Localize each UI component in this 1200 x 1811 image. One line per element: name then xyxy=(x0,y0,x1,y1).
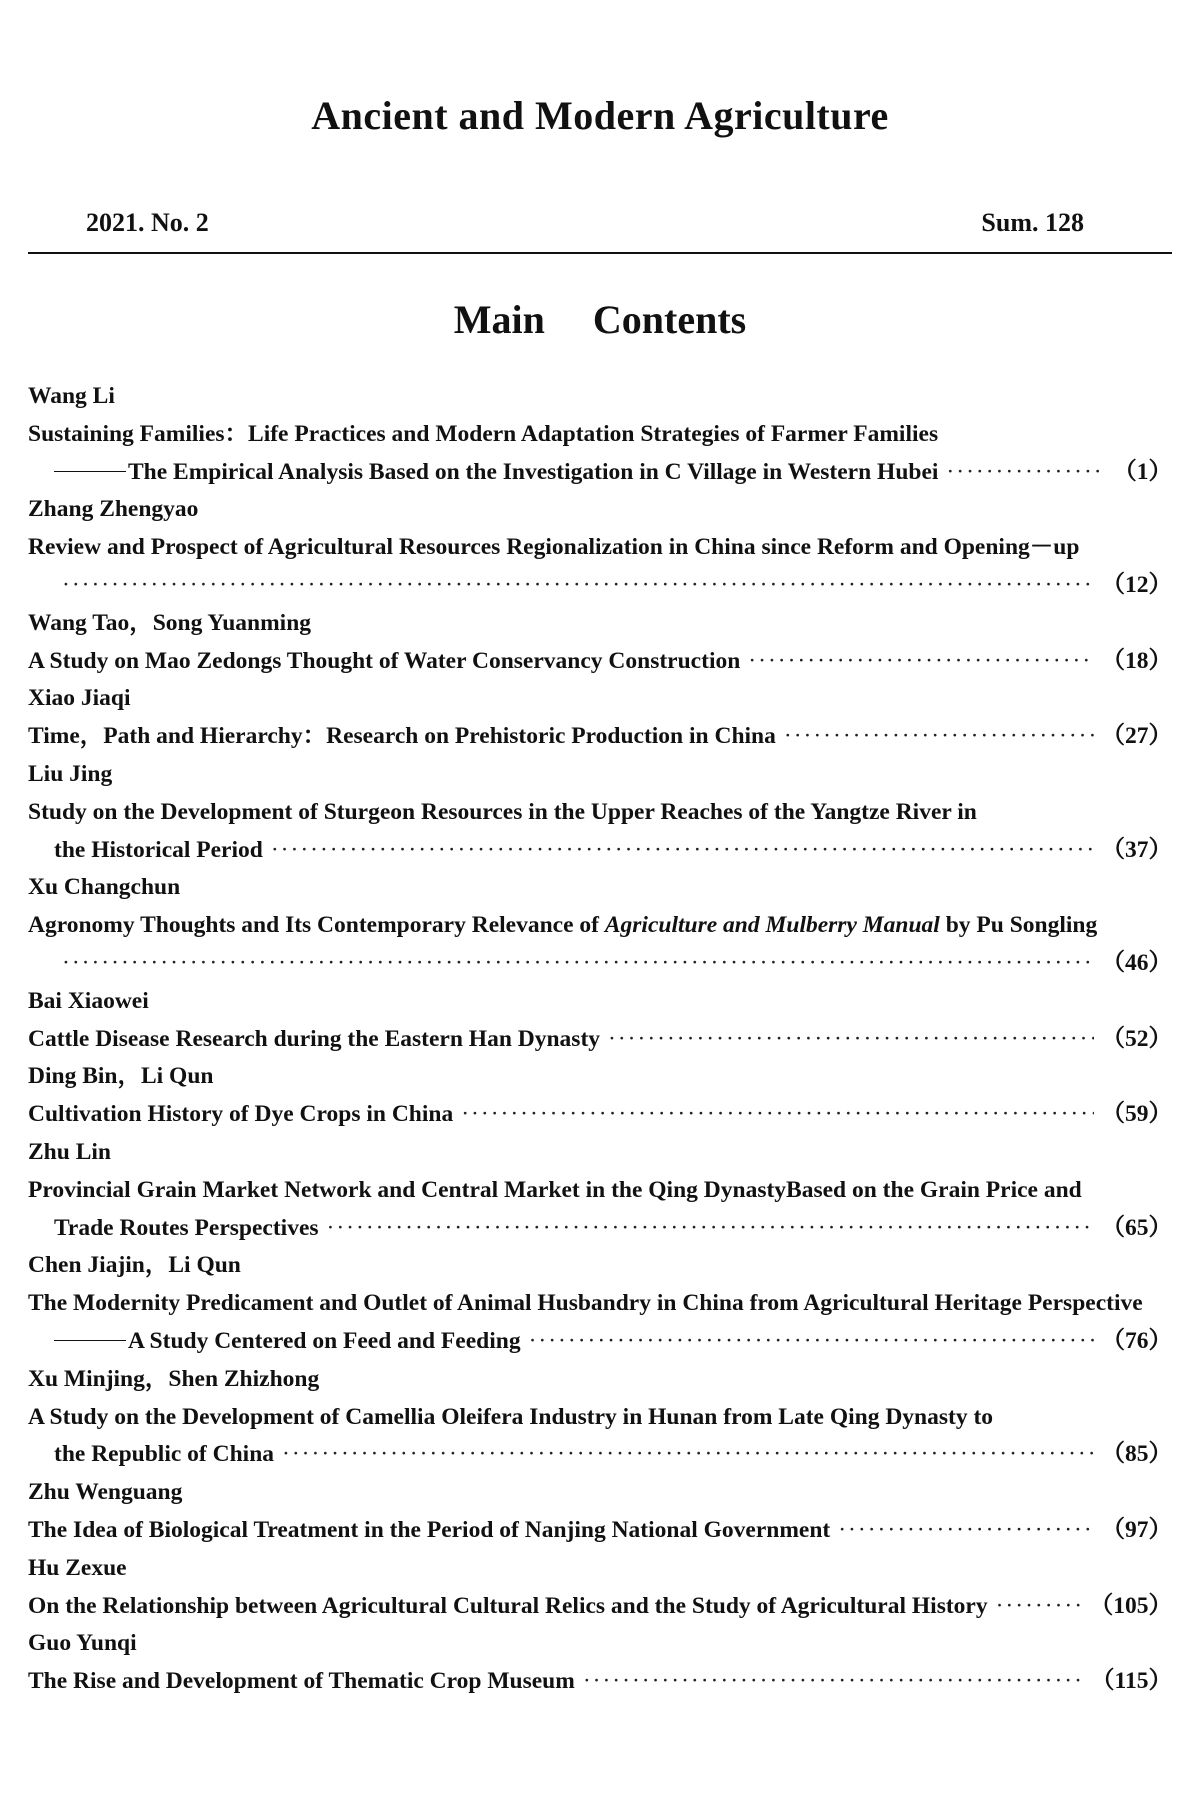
entry-title: Review and Prospect of Agricultural Resources Regionalization in China since Reform and Opening－up xyxy=(28,534,1080,561)
entry-title xyxy=(28,907,1172,945)
entry-author: Xu Changchun xyxy=(28,874,181,901)
entry-page: （46） xyxy=(1101,949,1172,976)
entry-title: A Study on Mao Zedongs Thought of Water Conservancy Construction xyxy=(28,647,741,674)
entry-title: Sustaining Families：Life Practices and Modern Adaptation Strategies of Farmer Families xyxy=(28,420,939,447)
entry-author: Zhang Zhengyao xyxy=(28,496,199,523)
entry-author: Xu Minjing，Shen Zhizhong xyxy=(28,1365,320,1392)
dot-leader xyxy=(608,1021,1093,1059)
entry-title-cont-line xyxy=(28,1436,1172,1474)
entry-title: Cultivation History of Dye Crops in China xyxy=(28,1101,454,1128)
entry-title-line xyxy=(28,1096,1172,1134)
entry-page-line xyxy=(28,567,1172,605)
entry-title-post: by Pu Songling xyxy=(939,912,1098,939)
entry-page: （59） xyxy=(1101,1101,1172,1128)
entry-author: Hu Zexue xyxy=(28,1554,127,1581)
entry-page: （85） xyxy=(1101,1441,1172,1468)
entry-page: （52） xyxy=(1101,1025,1172,1052)
dot-leader xyxy=(946,454,1105,492)
issue-sum: Sum. 128 xyxy=(981,208,1084,237)
entry-title-line xyxy=(28,1021,1172,1059)
entry-page: （97） xyxy=(1101,1516,1172,1543)
entry-title: Study on the Development of Sturgeon Resources in the Upper Reaches of the Yangtze River in xyxy=(28,798,977,825)
dot-leader xyxy=(461,1096,1093,1134)
entry-title: The Idea of Biological Treatment in the Period of Nanjing National Government xyxy=(28,1516,831,1543)
entry-subtitle: The Empirical Analysis Based on the Investigation in C Village in Western Hubei xyxy=(128,458,939,485)
entry-title-italic: Agriculture and Mulberry Manual xyxy=(604,912,940,939)
entry-title-pre: Agronomy Thoughts and Its Contemporary Relevance of xyxy=(28,912,605,939)
em-dash xyxy=(54,1340,126,1341)
entry-page: （12） xyxy=(1101,571,1172,598)
entry-author: Wang Tao，Song Yuanming xyxy=(28,609,312,636)
entry-title-cont: the Republic of China xyxy=(54,1441,275,1468)
entry-author: Wang Li xyxy=(28,383,115,409)
entry-author: Ding Bin，Li Qun xyxy=(28,1063,214,1090)
entry-subtitle-wrap xyxy=(28,454,938,492)
entry-page: （65） xyxy=(1101,1214,1172,1241)
entry-page: （76） xyxy=(1101,1327,1172,1354)
issue-number: 2021. No. 2 xyxy=(86,208,209,237)
dot-leader xyxy=(996,1588,1082,1626)
entry-title-cont-line xyxy=(28,832,1172,870)
entry-author: Zhu Lin xyxy=(28,1138,111,1165)
entry-page: （37） xyxy=(1101,836,1172,863)
entry-title-cont-line xyxy=(28,1210,1172,1248)
entry-title: Time，Path and Hierarchy：Research on Prehistoric Production in China xyxy=(28,723,776,750)
entry-author: Guo Yunqi xyxy=(28,1630,137,1657)
entry-title: A Study on the Development of Camellia Oleifera Industry in Hunan from Late Qing Dynasty to xyxy=(28,1403,994,1430)
dot-leader xyxy=(62,945,1094,983)
journal-title: Ancient and Modern Agriculture xyxy=(311,93,889,138)
main-contents-heading: Main Contents xyxy=(453,297,747,342)
dot-leader xyxy=(62,567,1094,605)
entry-page: （105） xyxy=(1089,1592,1172,1619)
entry-title-cont: Trade Routes Perspectives xyxy=(54,1214,319,1241)
entry-title: On the Relationship between Agricultural Cultural Relics and the Study of Agricultural History xyxy=(28,1592,988,1619)
entry-page-line xyxy=(28,945,1172,983)
entry-author: Xiao Jiaqi xyxy=(28,685,131,712)
entry-page: （1） xyxy=(1113,458,1172,485)
entry-author: Bai Xiaowei xyxy=(28,987,149,1014)
dot-leader xyxy=(838,1512,1093,1550)
entry-page: （27） xyxy=(1101,723,1172,750)
entry-title-line xyxy=(28,643,1172,681)
entry-title-cont: the Historical Period xyxy=(54,836,263,863)
dot-leader xyxy=(327,1210,1094,1248)
entry-subtitle: A Study Centered on Feed and Feeding xyxy=(128,1327,521,1354)
entry-page: （115） xyxy=(1091,1668,1172,1695)
entry-title-line xyxy=(28,1588,1172,1626)
entry-subtitle-line xyxy=(28,1323,1172,1361)
entry-title: Provincial Grain Market Network and Central Market in the Qing DynastyBased on the Grain Price and xyxy=(28,1176,1082,1203)
table-of-contents xyxy=(28,378,1172,1701)
entry-page: （18） xyxy=(1101,647,1172,674)
entry-title: The Modernity Predicament and Outlet of Animal Husbandry in China from Agricultural Heritage Perspective xyxy=(28,1290,1143,1317)
entry-title: Cattle Disease Research during the Eastern Han Dynasty xyxy=(28,1025,601,1052)
dot-leader xyxy=(748,643,1093,681)
entry-author: Zhu Wenguang xyxy=(28,1479,183,1506)
entry-subtitle-line xyxy=(28,454,1172,492)
entry-title-line xyxy=(28,1663,1172,1701)
entry-author: Chen Jiajin，Li Qun xyxy=(28,1252,241,1279)
em-dash xyxy=(54,471,126,472)
dot-leader xyxy=(529,1323,1094,1361)
entry-subtitle-wrap xyxy=(28,1323,521,1361)
entry-title: The Rise and Development of Thematic Crop Museum xyxy=(28,1668,575,1695)
dot-leader xyxy=(271,832,1094,870)
header-rule xyxy=(28,252,1172,254)
dot-leader xyxy=(583,1663,1083,1701)
dot-leader xyxy=(784,718,1094,756)
entry-title-line xyxy=(28,1512,1172,1550)
entry-title-line xyxy=(28,718,1172,756)
dot-leader xyxy=(282,1436,1093,1474)
entry-author: Liu Jing xyxy=(28,760,113,787)
